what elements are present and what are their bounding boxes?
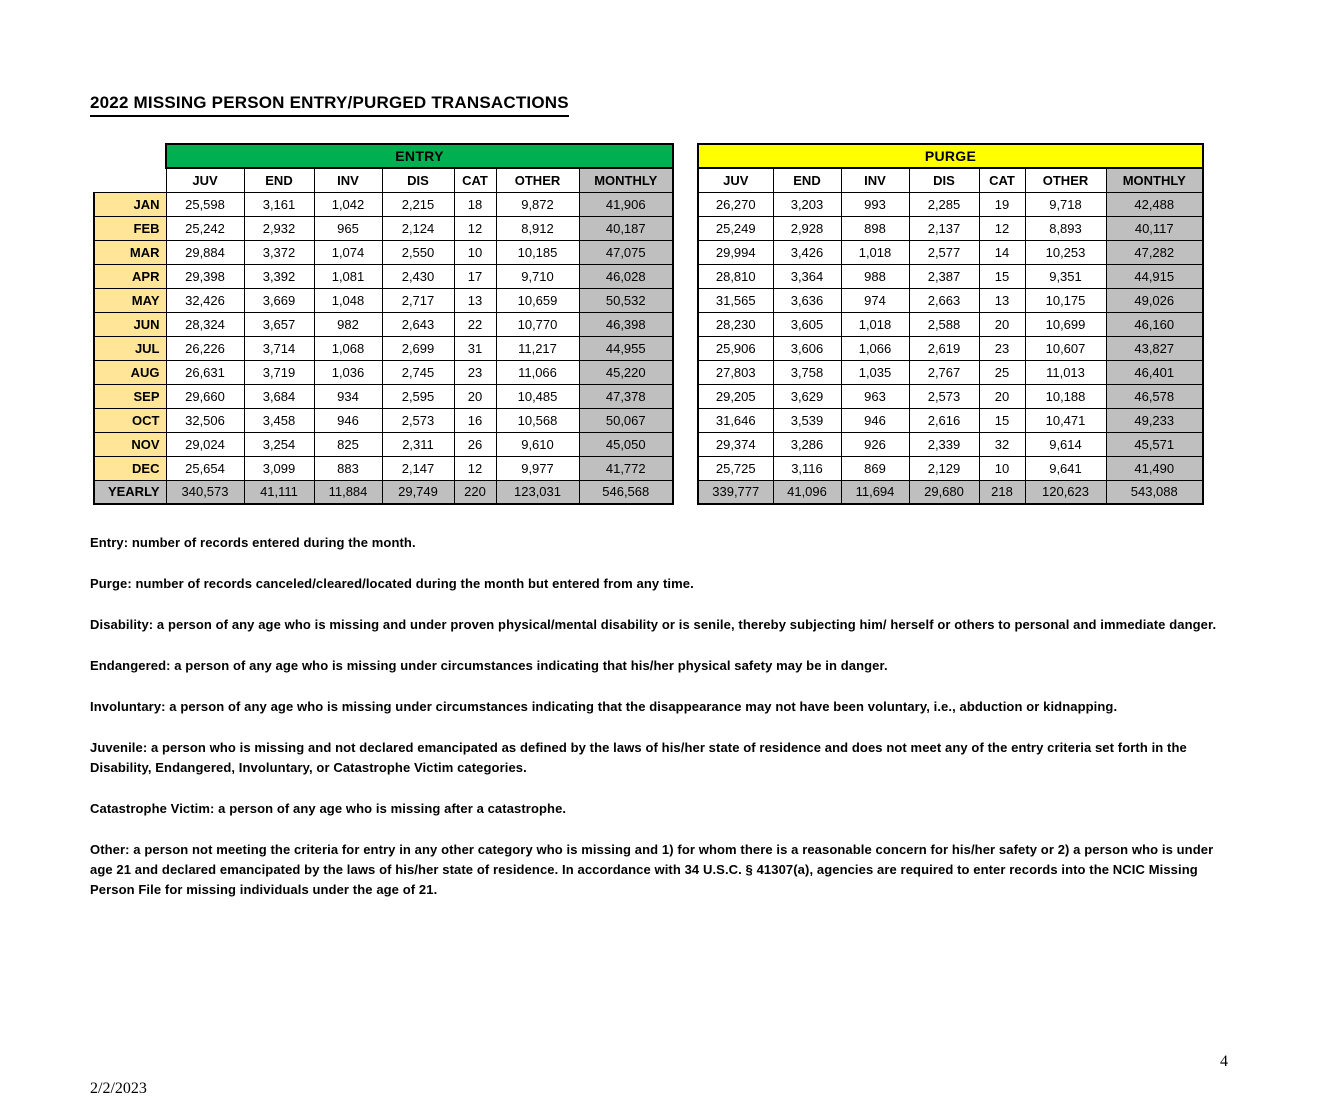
- table-cell: 50,067: [579, 408, 673, 432]
- table-cell: 40,117: [1106, 216, 1203, 240]
- table-cell: 965: [314, 216, 382, 240]
- table-cell: 3,606: [773, 336, 841, 360]
- table-cell: 46,160: [1106, 312, 1203, 336]
- table-row: [698, 192, 1203, 216]
- entry-table: [93, 143, 674, 505]
- table-cell: 10,568: [496, 408, 579, 432]
- table-row: [94, 456, 673, 480]
- table-row: [698, 408, 1203, 432]
- table-cell: 3,605: [773, 312, 841, 336]
- table-row: [698, 456, 1203, 480]
- note-involuntary: Involuntary: a person of any age who is missing under circumstances indicating that the disappearance may not have been voluntary, i.e., abduction or kidnapping.: [90, 699, 1118, 714]
- table-cell: 9,718: [1025, 192, 1106, 216]
- table-cell: 15: [979, 264, 1025, 288]
- table-cell: 946: [314, 408, 382, 432]
- table-cell: 3,116: [773, 456, 841, 480]
- table-cell: 1,066: [841, 336, 909, 360]
- table-cell: 22: [454, 312, 496, 336]
- table-cell: 45,050: [579, 432, 673, 456]
- row-label: JAN: [94, 192, 166, 216]
- table-cell: 29,680: [909, 480, 979, 504]
- column-header-juv: JUV: [698, 168, 773, 192]
- column-header-cat: CAT: [454, 168, 496, 192]
- table-row: [94, 480, 673, 504]
- table-cell: 20: [979, 312, 1025, 336]
- table-cell: 898: [841, 216, 909, 240]
- table-row: [698, 384, 1203, 408]
- spacer-cell: [94, 168, 166, 192]
- notes-section: [90, 533, 1235, 900]
- table-cell: 12: [979, 216, 1025, 240]
- table-cell: 9,710: [496, 264, 579, 288]
- table-cell: 3,392: [244, 264, 314, 288]
- table-cell: 9,977: [496, 456, 579, 480]
- table-cell: 3,099: [244, 456, 314, 480]
- table-cell: 11,013: [1025, 360, 1106, 384]
- table-cell: 25,242: [166, 216, 244, 240]
- table-cell: 49,233: [1106, 408, 1203, 432]
- table-cell: 3,719: [244, 360, 314, 384]
- row-label: MAR: [94, 240, 166, 264]
- table-cell: 2,932: [244, 216, 314, 240]
- table-cell: 869: [841, 456, 909, 480]
- table-cell: 25,598: [166, 192, 244, 216]
- table-cell: 47,075: [579, 240, 673, 264]
- table-cell: 11,884: [314, 480, 382, 504]
- table-cell: 2,387: [909, 264, 979, 288]
- column-header-monthly: MONTHLY: [1106, 168, 1203, 192]
- column-header-inv: INV: [841, 168, 909, 192]
- table-row: [94, 192, 673, 216]
- table-cell: 29,205: [698, 384, 773, 408]
- table-cell: 10,188: [1025, 384, 1106, 408]
- table-cell: 825: [314, 432, 382, 456]
- table-cell: 2,717: [382, 288, 454, 312]
- table-cell: 29,024: [166, 432, 244, 456]
- table-cell: 46,401: [1106, 360, 1203, 384]
- table-cell: 42,488: [1106, 192, 1203, 216]
- table-cell: 3,629: [773, 384, 841, 408]
- table-cell: 41,490: [1106, 456, 1203, 480]
- entry-table-title: ENTRY: [166, 144, 673, 168]
- column-header-other: OTHER: [496, 168, 579, 192]
- table-cell: 1,048: [314, 288, 382, 312]
- table-row: [698, 480, 1203, 504]
- table-cell: 9,610: [496, 432, 579, 456]
- table-cell: 26,226: [166, 336, 244, 360]
- table-row: [698, 336, 1203, 360]
- table-cell: 18: [454, 192, 496, 216]
- table-cell: 2,643: [382, 312, 454, 336]
- table-cell: 2,137: [909, 216, 979, 240]
- table-cell: 988: [841, 264, 909, 288]
- column-header-inv: INV: [314, 168, 382, 192]
- column-header-other: OTHER: [1025, 168, 1106, 192]
- table-row: [94, 240, 673, 264]
- table-row: [94, 408, 673, 432]
- table-cell: 45,571: [1106, 432, 1203, 456]
- table-cell: 1,018: [841, 312, 909, 336]
- table-cell: 28,810: [698, 264, 773, 288]
- table-cell: 14: [979, 240, 1025, 264]
- table-cell: 41,906: [579, 192, 673, 216]
- table-cell: 934: [314, 384, 382, 408]
- entry-header-row: [94, 168, 673, 192]
- table-cell: 3,458: [244, 408, 314, 432]
- purge-band-row: [698, 144, 1203, 168]
- table-cell: 46,578: [1106, 384, 1203, 408]
- table-cell: 23: [979, 336, 1025, 360]
- column-header-end: END: [773, 168, 841, 192]
- table-cell: 946: [841, 408, 909, 432]
- table-row: [94, 312, 673, 336]
- table-cell: 1,081: [314, 264, 382, 288]
- table-cell: 2,573: [382, 408, 454, 432]
- table-row: [94, 288, 673, 312]
- table-cell: 2,147: [382, 456, 454, 480]
- note-disability: Disability: a person of any age who is missing and under proven physical/mental disability or is senile, thereby subjecting him/ herself or others to personal and immediate danger.: [90, 617, 1217, 632]
- table-cell: 25,654: [166, 456, 244, 480]
- table-cell: 16: [454, 408, 496, 432]
- table-cell: 25,249: [698, 216, 773, 240]
- table-cell: 1,042: [314, 192, 382, 216]
- table-cell: 2,124: [382, 216, 454, 240]
- table-cell: 10,770: [496, 312, 579, 336]
- table-cell: 12: [454, 456, 496, 480]
- purge-table-body: [698, 192, 1203, 504]
- table-cell: 339,777: [698, 480, 773, 504]
- table-cell: 31: [454, 336, 496, 360]
- note-entry: Entry: number of records entered during the month.: [90, 535, 416, 550]
- table-cell: 29,749: [382, 480, 454, 504]
- table-row: [94, 432, 673, 456]
- table-cell: 3,426: [773, 240, 841, 264]
- table-cell: 3,669: [244, 288, 314, 312]
- table-cell: 11,066: [496, 360, 579, 384]
- table-cell: 29,884: [166, 240, 244, 264]
- row-label: OCT: [94, 408, 166, 432]
- table-cell: 17: [454, 264, 496, 288]
- table-cell: 3,203: [773, 192, 841, 216]
- table-cell: 120,623: [1025, 480, 1106, 504]
- table-cell: 2,619: [909, 336, 979, 360]
- table-row: [94, 216, 673, 240]
- table-cell: 8,893: [1025, 216, 1106, 240]
- purge-header-row: [698, 168, 1203, 192]
- table-cell: 2,616: [909, 408, 979, 432]
- table-cell: 10,659: [496, 288, 579, 312]
- table-cell: 2,588: [909, 312, 979, 336]
- table-cell: 29,398: [166, 264, 244, 288]
- table-cell: 220: [454, 480, 496, 504]
- table-cell: 3,539: [773, 408, 841, 432]
- column-header-monthly: MONTHLY: [579, 168, 673, 192]
- row-label: NOV: [94, 432, 166, 456]
- note-purge: Purge: number of records canceled/cleared/located during the month but entered from any time.: [90, 576, 694, 591]
- table-cell: 40,187: [579, 216, 673, 240]
- table-cell: 1,068: [314, 336, 382, 360]
- table-cell: 963: [841, 384, 909, 408]
- row-label: JUN: [94, 312, 166, 336]
- table-cell: 10,471: [1025, 408, 1106, 432]
- table-cell: 3,286: [773, 432, 841, 456]
- table-cell: 10,485: [496, 384, 579, 408]
- column-header-cat: CAT: [979, 168, 1025, 192]
- table-cell: 11,217: [496, 336, 579, 360]
- table-cell: 1,035: [841, 360, 909, 384]
- tables-container: [93, 143, 1320, 505]
- table-row: [698, 432, 1203, 456]
- table-cell: 25,906: [698, 336, 773, 360]
- table-cell: 546,568: [579, 480, 673, 504]
- column-header-juv: JUV: [166, 168, 244, 192]
- table-cell: 10,253: [1025, 240, 1106, 264]
- column-header-dis: DIS: [382, 168, 454, 192]
- table-cell: 123,031: [496, 480, 579, 504]
- note-catastrophe-victim: Catastrophe Victim: a person of any age who is missing after a catastrophe.: [90, 801, 567, 816]
- table-cell: 3,364: [773, 264, 841, 288]
- table-cell: 31,565: [698, 288, 773, 312]
- table-cell: 9,614: [1025, 432, 1106, 456]
- column-header-dis: DIS: [909, 168, 979, 192]
- table-cell: 2,577: [909, 240, 979, 264]
- column-header-end: END: [244, 168, 314, 192]
- table-cell: 8,912: [496, 216, 579, 240]
- table-row: [94, 384, 673, 408]
- table-cell: 11,694: [841, 480, 909, 504]
- row-label: MAY: [94, 288, 166, 312]
- table-cell: 45,220: [579, 360, 673, 384]
- table-cell: 10: [454, 240, 496, 264]
- footer-date: 2/2/2023: [90, 1080, 147, 1097]
- table-cell: 9,351: [1025, 264, 1106, 288]
- table-cell: 3,714: [244, 336, 314, 360]
- table-cell: 974: [841, 288, 909, 312]
- table-cell: 1,036: [314, 360, 382, 384]
- note-other: Other: a person not meeting the criteria for entry in any other category who is missing and 1) for whom there is a reasonable concern for his/her safety or 2) a person who is under age 21 and declared emancipated by the laws of his/her state of residence. In accordance with 34 U.S.C. § 41307(a), agencies are required to enter records into the NCIC Missing Person File for missing individuals under the age of 21.: [90, 842, 1214, 897]
- table-cell: 41,096: [773, 480, 841, 504]
- table-cell: 32: [979, 432, 1025, 456]
- table-cell: 20: [979, 384, 1025, 408]
- row-label: DEC: [94, 456, 166, 480]
- purge-table: [697, 143, 1204, 505]
- table-cell: 31,646: [698, 408, 773, 432]
- row-label: FEB: [94, 216, 166, 240]
- table-cell: 23: [454, 360, 496, 384]
- table-cell: 10,607: [1025, 336, 1106, 360]
- table-cell: 3,657: [244, 312, 314, 336]
- row-label: JUL: [94, 336, 166, 360]
- table-cell: 10,699: [1025, 312, 1106, 336]
- table-cell: 43,827: [1106, 336, 1203, 360]
- table-cell: 2,129: [909, 456, 979, 480]
- table-cell: 46,398: [579, 312, 673, 336]
- table-cell: 2,767: [909, 360, 979, 384]
- row-label: APR: [94, 264, 166, 288]
- table-row: [698, 360, 1203, 384]
- table-cell: 47,378: [579, 384, 673, 408]
- table-row: [94, 336, 673, 360]
- row-label: SEP: [94, 384, 166, 408]
- table-cell: 44,955: [579, 336, 673, 360]
- table-cell: 26,631: [166, 360, 244, 384]
- table-cell: 2,595: [382, 384, 454, 408]
- table-cell: 29,374: [698, 432, 773, 456]
- table-cell: 3,636: [773, 288, 841, 312]
- table-cell: 46,028: [579, 264, 673, 288]
- table-cell: 26: [454, 432, 496, 456]
- table-cell: 32,506: [166, 408, 244, 432]
- table-row: [698, 240, 1203, 264]
- table-cell: 12: [454, 216, 496, 240]
- table-cell: 2,699: [382, 336, 454, 360]
- page-title: 2022 MISSING PERSON ENTRY/PURGED TRANSACTIONS: [90, 93, 569, 117]
- table-cell: 2,573: [909, 384, 979, 408]
- table-cell: 13: [979, 288, 1025, 312]
- table-cell: 41,772: [579, 456, 673, 480]
- table-cell: 2,311: [382, 432, 454, 456]
- table-cell: 9,641: [1025, 456, 1106, 480]
- note-endangered: Endangered: a person of any age who is missing under circumstances indicating that his/her physical safety may be in danger.: [90, 658, 888, 673]
- table-cell: 27,803: [698, 360, 773, 384]
- table-cell: 29,660: [166, 384, 244, 408]
- table-cell: 41,111: [244, 480, 314, 504]
- table-cell: 32,426: [166, 288, 244, 312]
- table-cell: 26,270: [698, 192, 773, 216]
- table-cell: 993: [841, 192, 909, 216]
- table-cell: 10,185: [496, 240, 579, 264]
- table-cell: 25: [979, 360, 1025, 384]
- purge-table-title: PURGE: [698, 144, 1203, 168]
- note-juvenile: Juvenile: a person who is missing and not declared emancipated as defined by the laws of his/her state of residence and does not meet any of the entry criteria set forth in the Disability, Endangered, Involuntary, or Catastrophe Victim categories.: [90, 740, 1187, 775]
- page-number: 4: [1220, 1053, 1228, 1070]
- table-cell: 3,161: [244, 192, 314, 216]
- table-cell: 2,285: [909, 192, 979, 216]
- table-cell: 10,175: [1025, 288, 1106, 312]
- table-cell: 2,928: [773, 216, 841, 240]
- table-cell: 2,663: [909, 288, 979, 312]
- table-cell: 10: [979, 456, 1025, 480]
- table-cell: 29,994: [698, 240, 773, 264]
- table-cell: 28,230: [698, 312, 773, 336]
- table-cell: 926: [841, 432, 909, 456]
- table-cell: 218: [979, 480, 1025, 504]
- table-cell: 2,745: [382, 360, 454, 384]
- table-cell: 2,215: [382, 192, 454, 216]
- table-row: [698, 216, 1203, 240]
- entry-table-body: [94, 192, 673, 504]
- table-cell: 9,872: [496, 192, 579, 216]
- table-cell: 13: [454, 288, 496, 312]
- row-label: YEARLY: [94, 480, 166, 504]
- table-cell: 15: [979, 408, 1025, 432]
- table-cell: 3,684: [244, 384, 314, 408]
- table-cell: 982: [314, 312, 382, 336]
- table-cell: 28,324: [166, 312, 244, 336]
- table-cell: 2,430: [382, 264, 454, 288]
- entry-band-row: [94, 144, 673, 168]
- row-label: AUG: [94, 360, 166, 384]
- table-cell: 543,088: [1106, 480, 1203, 504]
- table-cell: 3,372: [244, 240, 314, 264]
- table-cell: 1,074: [314, 240, 382, 264]
- table-row: [94, 360, 673, 384]
- table-cell: 47,282: [1106, 240, 1203, 264]
- table-cell: 2,550: [382, 240, 454, 264]
- table-row: [698, 288, 1203, 312]
- table-cell: 3,254: [244, 432, 314, 456]
- table-cell: 50,532: [579, 288, 673, 312]
- table-cell: 1,018: [841, 240, 909, 264]
- table-cell: 883: [314, 456, 382, 480]
- table-row: [698, 264, 1203, 288]
- spacer-cell: [94, 144, 166, 168]
- table-cell: 19: [979, 192, 1025, 216]
- table-cell: 44,915: [1106, 264, 1203, 288]
- table-cell: 25,725: [698, 456, 773, 480]
- table-row: [698, 312, 1203, 336]
- table-cell: 2,339: [909, 432, 979, 456]
- table-row: [94, 264, 673, 288]
- table-cell: 340,573: [166, 480, 244, 504]
- table-cell: 49,026: [1106, 288, 1203, 312]
- table-cell: 3,758: [773, 360, 841, 384]
- table-cell: 20: [454, 384, 496, 408]
